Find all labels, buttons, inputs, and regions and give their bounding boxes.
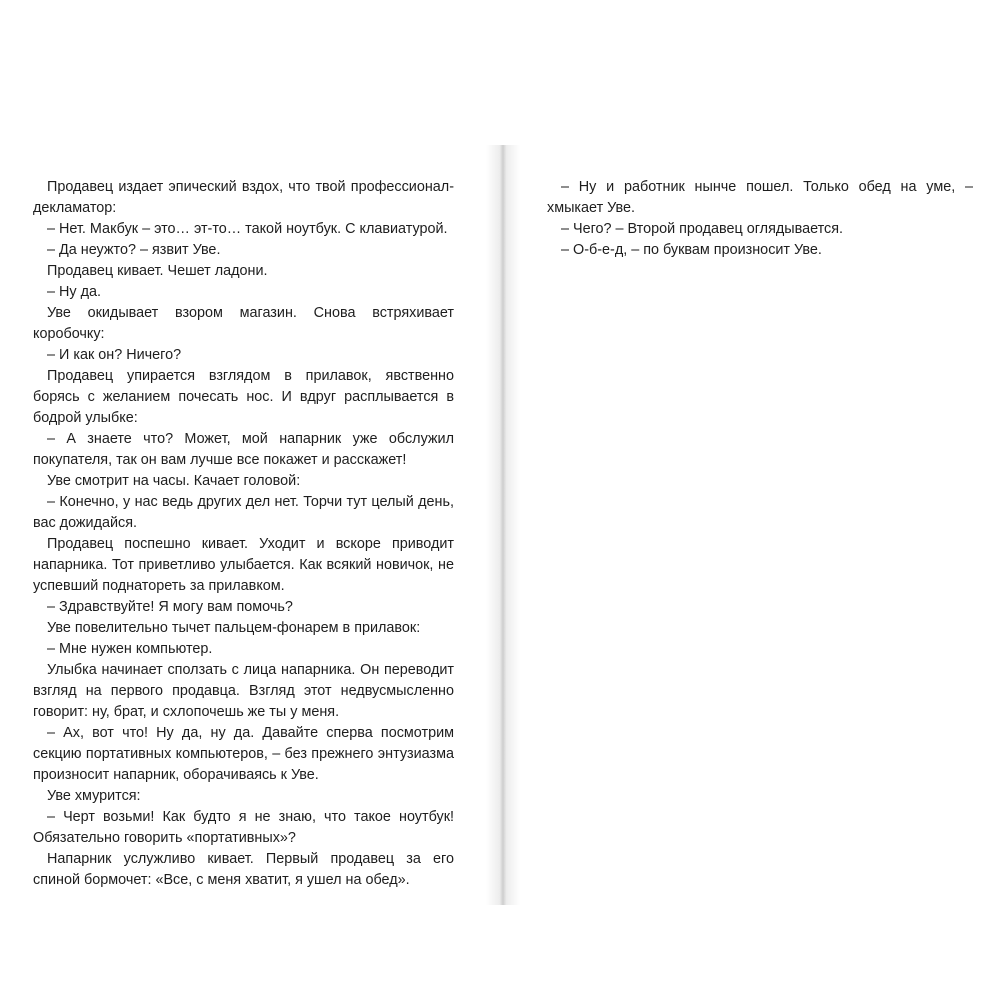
paragraph: Уве смотрит на часы. Качает головой: (47, 473, 301, 489)
paragraph: – Ну и работник нынче пошел. Только обед на уме, – хмыкает Уве. (547, 179, 973, 216)
paragraph: Уве повелительно тычет пальцем-фонарем в прилавок: (47, 620, 421, 636)
paragraph: Продавец издает эпический вздох, что твой профессионал-декламатор: (33, 179, 454, 216)
paragraph: Продавец поспешно кивает. Уходит и вскоре приводит напарника. Тот приветливо улыбается. Как всякий новичок, не успевший поднатореть за прилавком. (33, 536, 454, 594)
paragraph: – Нет. Макбук – это… эт-то… такой ноутбук. С клавиатурой. (47, 221, 448, 237)
paragraph: – Мне нужен компьютер. (47, 641, 213, 657)
paragraph: – О-б-е-д, – по буквам произносит Уве. (561, 242, 822, 258)
paragraph: – Черт возьми! Как будто я не знаю, что такое ноутбук! Обязательно говорить «портативных»? (33, 809, 454, 846)
paragraph: Уве окидывает взором магазин. Снова встряхивает коробочку: (33, 305, 454, 342)
paragraph: Напарник услужливо кивает. Первый продавец за его спиной бормочет: «Все, с меня хватит, я ушел на обед». (33, 851, 454, 888)
paragraph: Улыбка начинает сползать с лица напарника. Он переводит взгляд на первого продавца. Взгляд этот недвусмысленно говорит: ну, брат, и схлопочешь же ты у меня. (33, 662, 454, 720)
book-gutter (486, 145, 520, 905)
left-page (33, 177, 454, 891)
paragraph: – Чего? – Второй продавец оглядывается. (561, 221, 844, 237)
right-page (547, 177, 973, 261)
paragraph: – А знаете что? Может, мой напарник уже обслужил покупателя, так он вам лучше все покажет и расскажет! (33, 431, 454, 468)
paragraph: – И как он? Ничего? (47, 347, 182, 363)
paragraph: Продавец кивает. Чешет ладони. (47, 263, 268, 279)
paragraph: – Да неужто? – язвит Уве. (47, 242, 221, 258)
paragraph: – Здравствуйте! Я могу вам помочь? (47, 599, 293, 615)
paragraph: – Ах, вот что! Ну да, ну да. Давайте сперва посмотрим секцию портативных компьютеров, – без прежнего энтузиазма произносит напарник, оборачиваясь к Уве. (33, 725, 454, 783)
paragraph: Уве хмурится: (47, 788, 141, 804)
paragraph: Продавец упирается взглядом в прилавок, явственно борясь с желанием почесать нос. И вдруг расплывается в бодрой улыбке: (33, 368, 454, 426)
paragraph: – Ну да. (47, 284, 101, 300)
paragraph: – Конечно, у нас ведь других дел нет. Торчи тут целый день, вас дожидайся. (33, 494, 454, 531)
